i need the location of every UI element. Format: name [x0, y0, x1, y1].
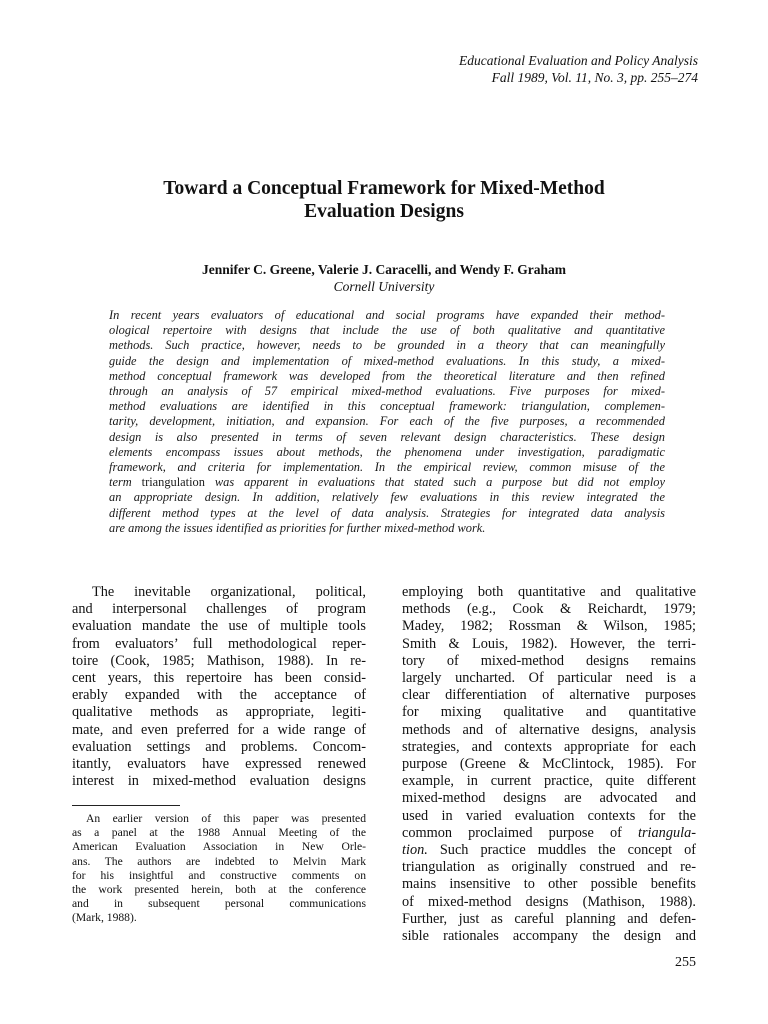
body-column-left: [72, 584, 366, 790]
abstract-line: an appropriate design. In addition, relatively few evaluations in this review integrated the: [109, 490, 665, 505]
body-line: erably expanded with the acceptance of: [72, 687, 366, 704]
article-title: [0, 177, 768, 223]
footnote-line: American Evaluation Association in New Orle-: [72, 840, 366, 854]
abstract-line: [109, 475, 665, 490]
abstract-term-word: term: [109, 475, 132, 490]
abstract-line: ological repertoire with designs that include the use of both qualitative and quantitative: [109, 323, 665, 338]
footnote-line: for his insightful and constructive comments on: [72, 868, 366, 882]
body-line: Smith & Louis, 1982). However, the terri-: [402, 635, 696, 652]
body-line: purpose (Greene & McClintock, 1985). For: [402, 756, 696, 773]
body-line: mixed-method designs are advocated and: [402, 790, 696, 807]
body-line: evaluation settings and problems. Concom-: [72, 738, 366, 755]
abstract-line: framework, and criteria for implementation. In the empirical review, common misuse of the: [109, 460, 665, 475]
body-line-text: common proclaimed purpose of: [402, 824, 622, 841]
body-line: [402, 825, 696, 842]
body-line: clear differentiation of alternative purposes: [402, 687, 696, 704]
body-line: for mixing qualitative and quantitative: [402, 704, 696, 721]
abstract-line: In recent years evaluators of educational and social programs have expanded their method-: [109, 308, 665, 322]
author-affiliation: Cornell University: [333, 279, 435, 294]
footnote-line: (Mark, 1988).: [72, 911, 137, 925]
body-line: strategies, and contexts appropriate for each: [402, 738, 696, 755]
body-line: employing both quantitative and qualitative: [402, 584, 696, 600]
body-line: Further, just as careful planning and defen-: [402, 910, 696, 927]
journal-name: Educational Evaluation and Policy Analysis: [459, 53, 698, 68]
footnote-line: and in subsequent personal communications: [72, 897, 366, 911]
abstract-line-rest: was apparent in evaluations that stated such a purpose but did not employ: [214, 475, 665, 490]
body-line: largely uncharted. Of particular need is a: [402, 670, 696, 687]
body-line: Madey, 1982; Rossman & Wilson, 1985;: [402, 618, 696, 635]
body-column-right: [402, 584, 696, 945]
author-block: [0, 261, 768, 295]
footnote-divider: [72, 805, 180, 806]
footnote-line: as a panel at the 1988 Annual Meeting of the: [72, 826, 366, 840]
body-line: used in varied evaluation contexts for the: [402, 807, 696, 824]
author-names: Jennifer C. Greene, Valerie J. Caracelli, and Wendy F. Graham: [202, 262, 566, 277]
page-number: 255: [675, 955, 696, 970]
body-line: interest in mixed-method evaluation designs: [72, 773, 366, 790]
abstract-term-triangulation: triangulation: [141, 475, 205, 490]
abstract-line: guide the design and implementation of mixed-method evaluations. In this study, a mixed-: [109, 353, 665, 368]
body-line: cent years, this repertoire has been consid-: [72, 670, 366, 687]
journal-issue: Fall 1989, Vol. 11, No. 3, pp. 255–274: [491, 70, 698, 85]
footnote-line: ans. The authors are indebted to Melvin Mark: [72, 854, 366, 868]
body-line: toire (Cook, 1985; Mathison, 1988). In re-: [72, 652, 366, 669]
body-line-italic: triangula-: [638, 824, 696, 841]
body-line: The inevitable organizational, political,: [92, 584, 366, 600]
abstract-line: elements encompass issues about methods, the phenomena under investigation, paradigmatic: [109, 444, 665, 459]
footnote-line: the work presented herein, both at the conference: [72, 883, 366, 897]
body-line: [402, 842, 696, 859]
body-line: and interpersonal challenges of program: [72, 601, 366, 618]
body-line: of mixed-method designs (Mathison, 1988).: [402, 893, 696, 910]
body-line: mains insensitive to other possible benefits: [402, 876, 696, 893]
abstract-line: tarity, development, initiation, and expansion. For each of the five purposes, a recommended: [109, 414, 665, 429]
abstract-line: design is also presented in terms of seven relevant design characteristics. These design: [109, 429, 665, 444]
title-line: Evaluation Designs: [304, 201, 464, 222]
body-line: evaluation mandate the use of multiple tools: [72, 618, 366, 635]
abstract-line: different method types at the level of data analysis. Strategies for integrated data analysis: [109, 505, 665, 520]
footnote-line: An earlier version of this paper was presented: [86, 812, 366, 825]
abstract-line: methods. Such practice, however, needs to be grounded in a theory that can meaningfully: [109, 338, 665, 353]
body-line: methods and of alternative designs, analysis: [402, 721, 696, 738]
body-line: sible rationales accompany the design and: [402, 928, 696, 945]
journal-citation: [459, 52, 698, 86]
footnote: [72, 812, 366, 926]
body-line: from evaluators’ full methodological reper-: [72, 635, 366, 652]
abstract-line: through an analysis of 57 empirical mixed-method evaluations. Five purposes for mixed-: [109, 384, 665, 399]
abstract: [109, 308, 665, 536]
abstract-line: are among the issues identified as priorities for further mixed-method work.: [109, 520, 486, 535]
body-line: qualitative methods as appropriate, legiti-: [72, 704, 366, 721]
body-line: mate, and even preferred for a wide range of: [72, 721, 366, 738]
body-line: triangulation as originally construed and re-: [402, 859, 696, 876]
body-line: example, in current practice, quite different: [402, 773, 696, 790]
body-line: tory of mixed-method designs remains: [402, 652, 696, 669]
abstract-line: method conceptual framework was developed from the theoretical literature and then refined: [109, 368, 665, 383]
body-line: itantly, evaluators have expressed renewed: [72, 756, 366, 773]
abstract-line: method evaluations are identified in this conceptual framework: triangulation, complemen-: [109, 399, 665, 414]
body-line: methods (e.g., Cook & Reichardt, 1979;: [402, 601, 696, 618]
body-line-italic: tion.: [402, 842, 428, 859]
title-line: Toward a Conceptual Framework for Mixed-Method: [163, 178, 605, 199]
body-line-text: Such practice muddles the concept of: [439, 842, 696, 859]
